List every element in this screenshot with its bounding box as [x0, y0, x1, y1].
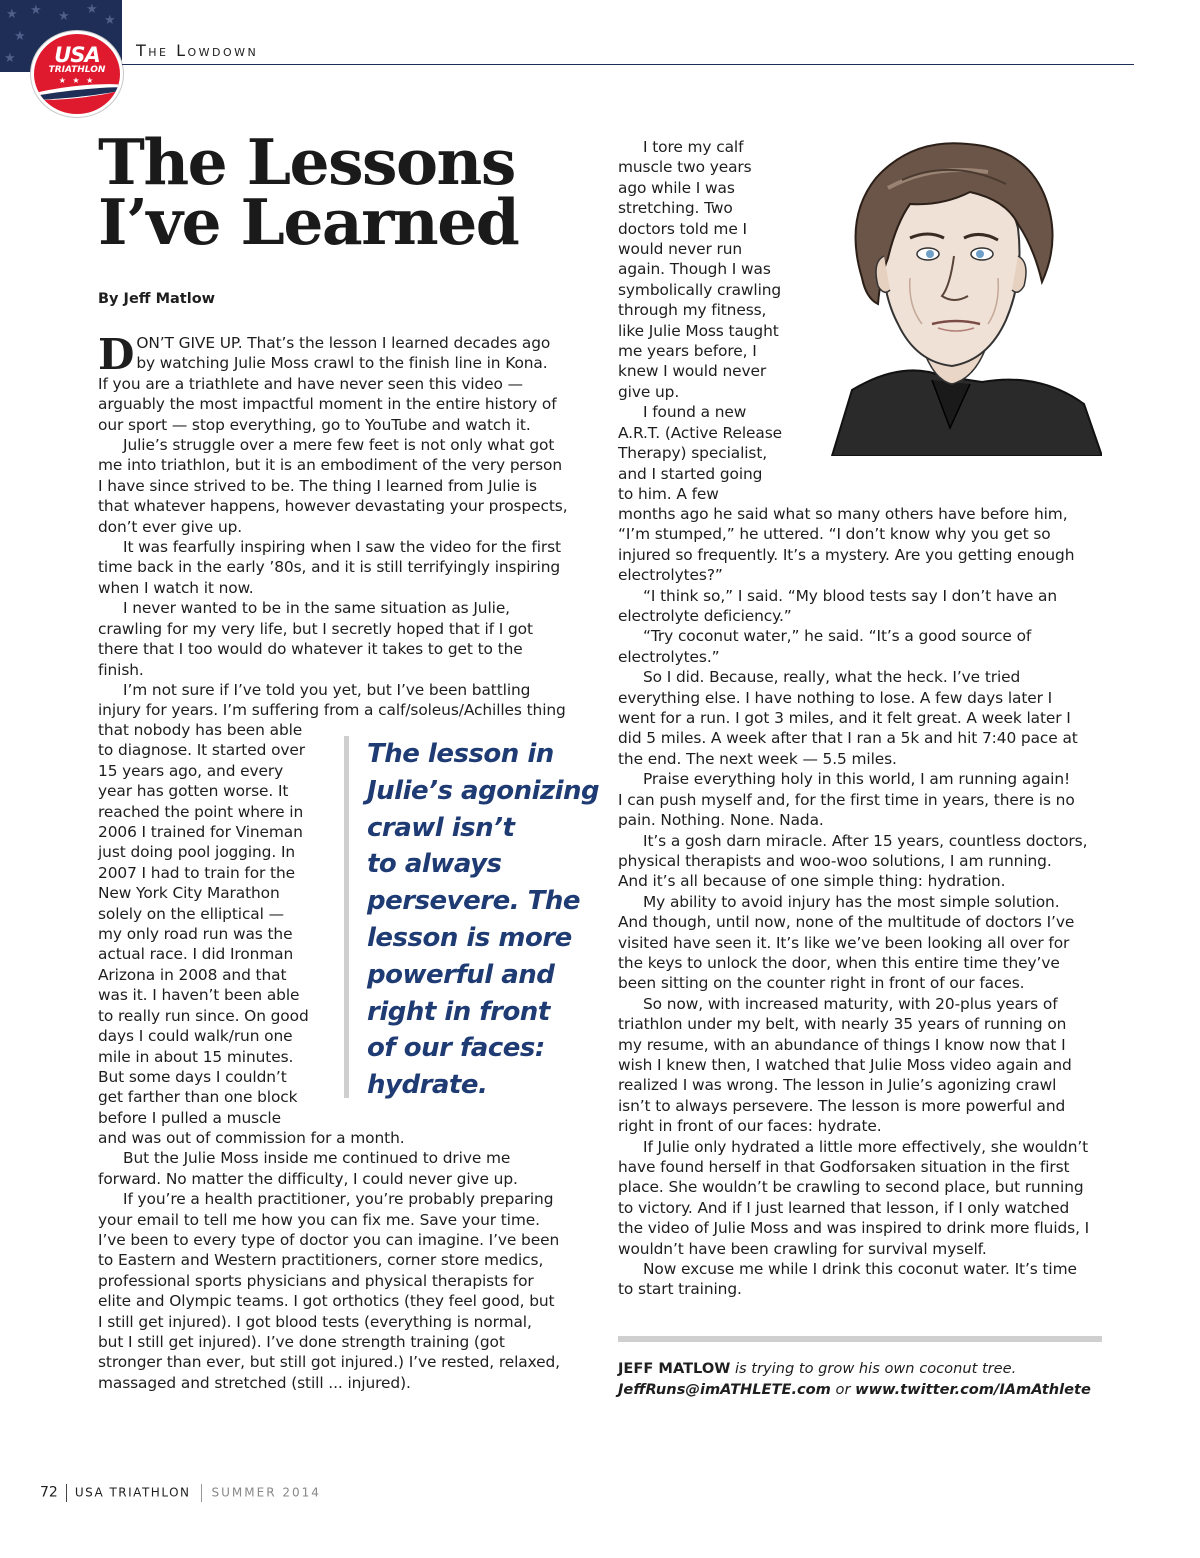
text-line: again. Though I was [618, 260, 771, 279]
text-line: like Julie Moss taught [618, 321, 779, 340]
text-line: would never run [618, 240, 743, 259]
text-line: the video of Julie Moss and was inspired to drink more fluids, I [618, 1219, 1090, 1238]
text-line: right in front of our faces: hydrate. [618, 1117, 882, 1136]
section-title: The Lowdown [136, 41, 259, 60]
text-line: 2006 I trained for Vineman [98, 823, 303, 842]
text-line: And though, until now, none of the multitude of doctors I’ve [618, 913, 1075, 932]
logo-stars-icon: ★ ★ ★ [58, 76, 96, 85]
text-line: when I watch it now. [98, 578, 254, 597]
text-line: If you are a triathlete and have never seen this video — [98, 374, 523, 393]
text-line: arguably the most impactful moment in the entire history of [98, 395, 557, 414]
text-line: that whatever happens, however devastating your prospects, [98, 497, 568, 516]
author-portrait-illustration [792, 128, 1102, 456]
text-line: physical therapists and woo-woo solutions, I am running. [618, 851, 1052, 870]
text-line: visited have seen it. It’s like we’ve been looking all over for [618, 933, 1070, 952]
star-icon: ★ [6, 7, 18, 22]
text-line: me into triathlon, but it is an embodiment of the very person [98, 456, 563, 475]
star-icon: ★ [4, 51, 16, 66]
bio-email-link[interactable]: JeffRuns@imATHLETE.com [618, 1381, 831, 1398]
pull-quote-line: crawl isn’t [367, 812, 515, 843]
column-2-narrow-text [618, 137, 818, 504]
text-line: don’t ever give up. [98, 517, 243, 536]
text-line: to him. A few [618, 484, 719, 503]
page-number: 72 [40, 1484, 58, 1501]
text-line: to victory. And if I just learned that lesson, if I only watched [618, 1198, 1070, 1217]
text-line: electrolyte deficiency.” [618, 607, 792, 626]
bio-text: is trying to grow his own coconut tree. [730, 1360, 1017, 1377]
text-line: It was fearfully inspiring when I saw the video for the first [123, 538, 561, 557]
text-line: solely on the elliptical — [98, 904, 284, 923]
footer-divider [201, 1484, 202, 1502]
logo-subtext: TRIATHLON [48, 65, 106, 75]
text-line: actual race. I did Ironman [98, 945, 294, 964]
footer-divider [66, 1484, 67, 1502]
text-line: Julie’s struggle over a mere few feet is not only what got [123, 436, 555, 455]
text-line: Praise everything holy in this world, I am running again! [643, 770, 1071, 789]
text-line: muscle two years [618, 158, 752, 177]
text-line: “I’m stumped,” he uttered. “I don’t know why you get so [618, 525, 1051, 544]
text-line: 15 years ago, and every [98, 761, 284, 780]
page-footer [40, 1484, 321, 1502]
text-line: days I could walk/run one [98, 1027, 293, 1046]
text-line: I’ve been to every type of doctor you can imagine. I’ve been [98, 1231, 560, 1250]
text-line: our sport — stop everything, go to YouTube and watch it. [98, 415, 531, 434]
text-line: stretching. Two [618, 199, 733, 218]
text-line: triathlon under my belt, with nearly 35 years of running on [618, 1015, 1067, 1034]
text-line: Now excuse me while I drink this coconut water. It’s time [643, 1260, 1077, 1279]
text-line: knew I would never [618, 362, 767, 381]
text-line: So I did. Because, really, what the heck. I’ve tried [643, 668, 1021, 687]
text-line: “I think so,” I said. “My blood tests say I don’t have an [643, 586, 1057, 605]
text-line: electrolytes.” [618, 647, 720, 666]
text-line: by watching Julie Moss crawl to the finish line in Kona. [136, 354, 548, 373]
text-line: to diagnose. It started over [98, 741, 305, 760]
text-line: elite and Olympic teams. I got orthotics (they feel good, but [98, 1292, 555, 1311]
text-line: time back in the early ’80s, and it is still terrifyingly inspiring [98, 558, 561, 577]
text-line: Arizona in 2008 and that [98, 965, 287, 984]
star-icon: ★ [86, 2, 98, 17]
text-line: been sitting on the counter right in front of our faces. [618, 974, 1025, 993]
title-line: I’ve Learned [98, 185, 519, 259]
text-line: have found herself in that Godforsaken situation in the first [618, 1158, 1070, 1176]
publication-name: USA TRIATHLON [74, 1485, 191, 1500]
text-line: forward. No matter the difficulty, I could never give up. [98, 1169, 518, 1188]
text-line: did 5 miles. A week after that I ran a 5k and hit 7:40 pace at [618, 729, 1078, 748]
text-line: but I still get injured). I’ve done strength training (got [98, 1333, 505, 1352]
text-line: But some days I couldn’t [98, 1067, 287, 1086]
usa-triathlon-logo [31, 31, 123, 117]
pull-quote-line: persevere. The [367, 886, 581, 917]
logo-text: USA [54, 43, 100, 67]
text-line: to really run since. On good [98, 1006, 309, 1025]
title-line: The Lessons [98, 125, 515, 199]
text-line: professional sports physicians and physical therapists for [98, 1271, 534, 1290]
text-line: me years before, I [618, 342, 757, 361]
text-line: realized I was wrong. The lesson in Julie’s agonizing crawl [618, 1076, 1057, 1095]
text-line: electrolytes?” [618, 566, 723, 585]
text-line: that nobody has been able [98, 721, 303, 739]
text-line: wish I knew then, I watched that Julie Moss video again and [618, 1055, 1072, 1074]
text-line: New York City Marathon [98, 884, 280, 903]
text-line: crawling for my very life, but I secretly hoped that if I got [98, 619, 533, 638]
bio-rule [618, 1336, 1102, 1342]
text-line: I have since strived to be. The thing I learned from Julie is [98, 476, 537, 495]
bio-or: or [830, 1381, 856, 1398]
text-line: to start training. [618, 1280, 742, 1299]
text-line: It’s a gosh darn miracle. After 15 years, countless doctors, [643, 831, 1088, 850]
text-line: finish. [98, 660, 144, 679]
bio-name: JEFF MATLOW [618, 1360, 731, 1377]
text-line: months ago he said what so many others have before him, [618, 505, 1068, 523]
column-2-text [618, 504, 1138, 1300]
text-line: everything else. I have nothing to lose. A few days later I [618, 688, 1053, 707]
text-line: injury for years. I’m suffering from a calf/soleus/Achilles thing [98, 701, 566, 720]
text-line: mile in about 15 minutes. [98, 1047, 294, 1066]
bio-twitter-link[interactable]: www.twitter.com/IAmAthlete [855, 1381, 1091, 1398]
text-line: my resume, with an abundance of things I know now that I [618, 1035, 1066, 1054]
author-bio [618, 1358, 1138, 1400]
star-icon: ★ [30, 3, 42, 18]
text-line: place. She wouldn’t be crawling to second place, but running [618, 1178, 1084, 1197]
text-line: doctors told me I [618, 219, 747, 238]
article-title [98, 125, 618, 259]
text-line: I can push myself and, for the first time in years, there is no [618, 790, 1075, 809]
text-line: symbolically crawling [618, 280, 782, 299]
text-line: And it’s all because of one simple thing: hydration. [618, 872, 1006, 891]
drop-cap: D [98, 330, 135, 379]
text-line: reached the point where in [98, 802, 304, 821]
text-line: the end. The next week — 5.5 miles. [618, 749, 897, 768]
pull-quote-line: powerful and [367, 959, 555, 990]
text-line: If you’re a health practitioner, you’re probably preparing [123, 1190, 554, 1209]
text-line: I tore my calf [643, 138, 744, 156]
text-line: wouldn’t have been crawling for survival myself. [618, 1239, 987, 1258]
text-line: before I pulled a muscle [98, 1108, 281, 1127]
column-1-narrow-text [98, 720, 338, 1128]
text-line: was it. I haven’t been able [98, 986, 300, 1005]
text-line: 2007 I had to train for the [98, 863, 296, 882]
text-line: ago while I was [618, 178, 735, 197]
text-line: massaged and stretched (still ... injured). [98, 1373, 411, 1392]
text-line: to Eastern and Western practitioners, corner store medics, [98, 1251, 544, 1270]
text-line: I still get injured). I got blood tests (everything is normal, [98, 1312, 532, 1331]
text-line: pain. Nothing. None. Nada. [618, 811, 824, 830]
text-line: through my fitness, [618, 301, 767, 320]
text-line: My ability to avoid injury has the most simple solution. [643, 892, 1060, 911]
text-line: But the Julie Moss inside me continued to drive me [123, 1149, 511, 1168]
column-1-bottom-text [98, 1128, 598, 1393]
pull-quote-line: right in front [367, 996, 550, 1027]
text-line: the keys to unlock the door, when this entire time they’ve [618, 953, 1060, 972]
text-line: just doing pool jogging. In [98, 843, 296, 862]
text-line: isn’t to always persevere. The lesson is more powerful and [618, 1096, 1066, 1115]
star-icon: ★ [58, 9, 70, 24]
text-line: went for a run. I got 3 miles, and it felt great. A week later I [618, 709, 1071, 728]
text-line: and I started going [618, 464, 763, 483]
pull-quote-line: Julie’s agonizing [367, 775, 600, 806]
byline: By Jeff Matlow [98, 291, 216, 307]
text-line: and was out of commission for a month. [98, 1129, 405, 1147]
text-line: If Julie only hydrated a little more effectively, she wouldn’t [643, 1137, 1089, 1156]
text-line: So now, with increased maturity, with 20-plus years of [643, 994, 1058, 1013]
text-line: stronger than ever, but still got injured.) I’ve rested, relaxed, [98, 1353, 560, 1372]
text-line: your email to tell me how you can fix me. Save your time. [98, 1210, 540, 1229]
text-line: ON’T GIVE UP. That’s the lesson I learned decades ago [136, 334, 551, 352]
text-line: year has gotten worse. It [98, 782, 289, 801]
pull-quote-line: lesson is more [367, 922, 572, 953]
text-line: I’m not sure if I’ve told you yet, but I’ve been battling [123, 680, 531, 699]
text-line: there that I too would do whatever it takes to get to the [98, 640, 523, 659]
star-icon: ★ [104, 13, 116, 28]
header-rule [122, 64, 1134, 65]
text-line: Therapy) specialist, [618, 444, 768, 463]
text-line: injured so frequently. It’s a mystery. Are you getting enough [618, 545, 1075, 564]
text-line: get farther than one block [98, 1088, 298, 1107]
text-line: I never wanted to be in the same situation as Julie, [123, 599, 510, 618]
column-1-text [98, 330, 598, 721]
pull-quote-line: of our faces: [367, 1033, 545, 1064]
pull-quote [344, 736, 617, 1101]
pull-quote-line: The lesson in [367, 739, 554, 769]
pull-quote-line: hydrate. [367, 1070, 488, 1101]
text-line: “Try coconut water,” he said. “It’s a good source of [643, 627, 1032, 646]
text-line: my only road run was the [98, 925, 293, 944]
text-line: A.R.T. (Active Release [618, 423, 782, 442]
pull-quote-text [367, 736, 617, 1104]
text-line: I found a new [643, 403, 747, 422]
star-icon: ★ [14, 29, 26, 44]
pull-quote-line: to always [367, 849, 502, 880]
text-line: give up. [618, 382, 680, 401]
issue-date: SUMMER 2014 [211, 1485, 321, 1500]
